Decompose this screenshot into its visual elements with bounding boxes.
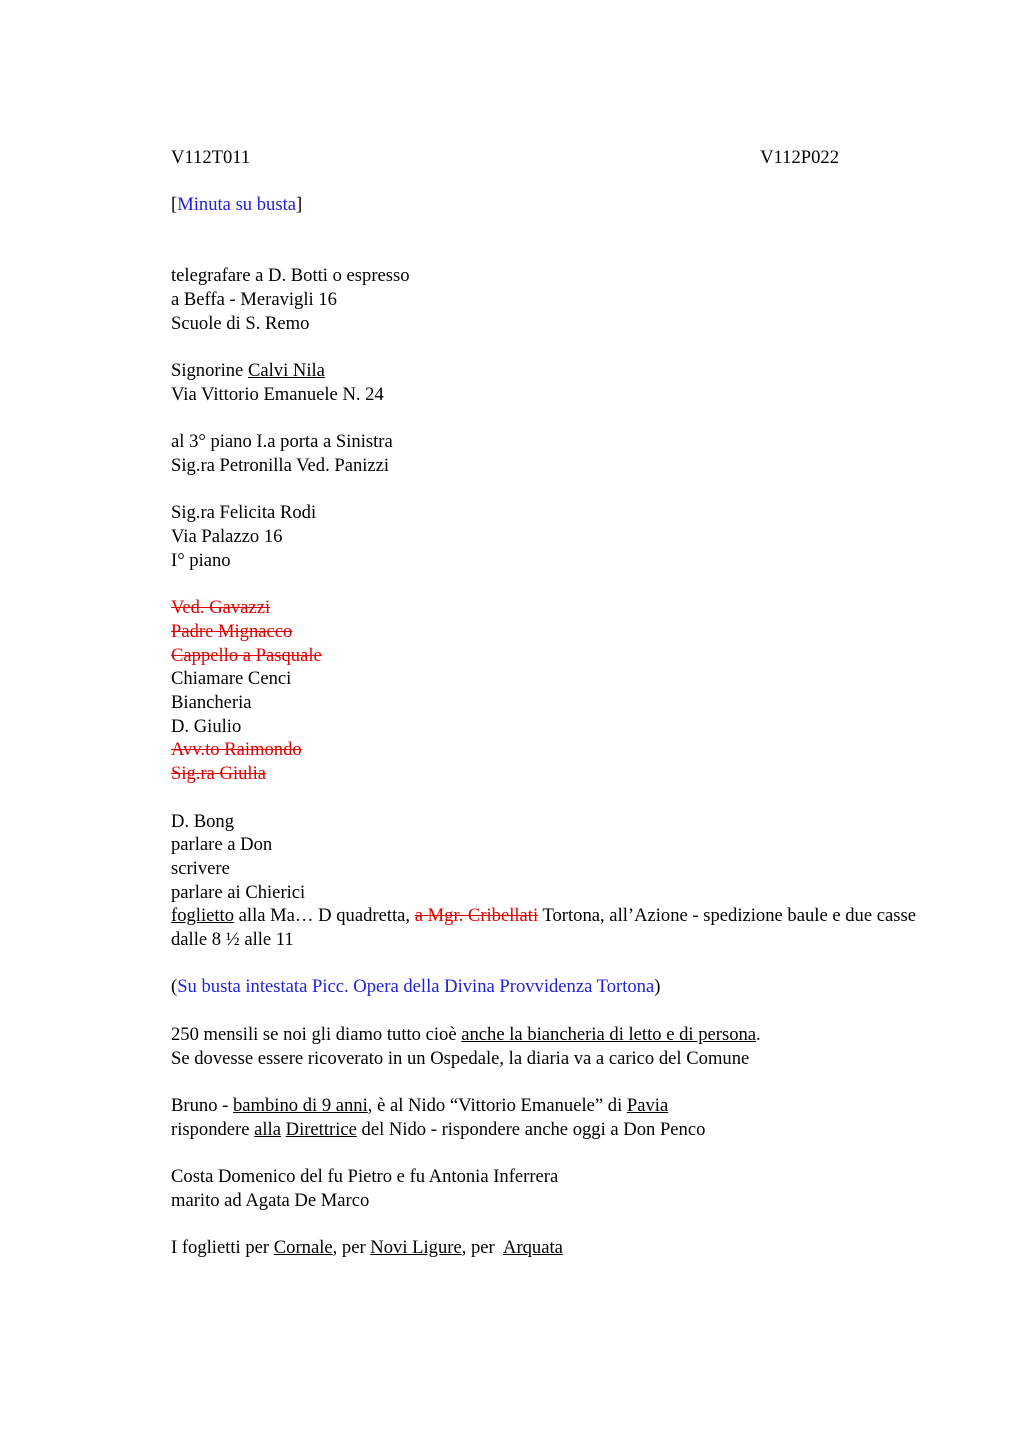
- text-line: scrivere: [171, 857, 230, 879]
- text-line: parlare a Don: [171, 834, 273, 856]
- text-line: Signorine Calvi Nila: [171, 360, 325, 382]
- underlined-word: Pavia: [626, 1094, 669, 1116]
- underlined-word: Direttrice: [285, 1118, 357, 1140]
- text-line: Sig.ra Petronilla Ved. Panizzi: [171, 455, 390, 477]
- document-page: [171, 146, 951, 1260]
- text-line: marito ad Agata De Marco: [171, 1189, 370, 1211]
- struck-line: Cappello a Pasquale: [171, 644, 322, 666]
- struck-phrase: a Mgr. Cribellati: [414, 905, 539, 927]
- document-header: [171, 146, 839, 170]
- text-line: I foglietti per Cornale, per Novi Ligure, per Arquata: [171, 1237, 563, 1259]
- editorial-note-letterhead: (Su busta intestata Picc. Opera della Divina Provvidenza Tortona): [171, 976, 661, 998]
- text-line: Via Vittorio Emanuele N. 24: [171, 383, 384, 405]
- text-line: a Beffa - Meravigli 16: [171, 289, 337, 311]
- underlined-word: Arquata: [503, 1237, 563, 1259]
- text-line: D. Giulio: [171, 715, 242, 737]
- underlined-phrase: bambino di 9 anni: [232, 1094, 368, 1116]
- text-line: I° piano: [171, 549, 231, 571]
- underlined-word: alla: [254, 1118, 281, 1140]
- underlined-phrase: anche la biancheria di letto e di persona: [461, 1023, 757, 1045]
- struck-line: Avv.to Raimondo: [171, 739, 302, 761]
- text-line: parlare ai Chierici: [171, 881, 306, 903]
- struck-line: Ved. Gavazzi: [171, 597, 271, 619]
- text-line: Se dovesse essere ricoverato in un Ospedale, la diaria va a carico del Comune: [171, 1047, 750, 1069]
- text-line: 250 mensili se noi gli diamo tutto cioè anche la biancheria di letto e di persona.: [171, 1023, 761, 1045]
- underlined-word: Novi Ligure: [370, 1237, 462, 1259]
- text-line: Scuole di S. Remo: [171, 312, 310, 334]
- struck-line: Sig.ra Giulia: [171, 763, 267, 785]
- text-line: D. Bong: [171, 810, 235, 832]
- text-line: Chiamare Cenci: [171, 668, 292, 690]
- underlined-word: foglietto: [171, 905, 234, 927]
- text-line: Sig.ra Felicita Rodi: [171, 502, 317, 524]
- text-line: telegrafare a D. Botti o espresso: [171, 265, 410, 287]
- right-code: V112P022: [760, 147, 839, 168]
- struck-line: Padre Mignacco: [171, 620, 293, 642]
- left-code: V112T011: [171, 147, 251, 168]
- text-line: Biancheria: [171, 692, 252, 714]
- editorial-note-envelope: [Minuta su busta]: [171, 194, 303, 216]
- note-text: Minuta su busta: [177, 194, 296, 216]
- text-line: Via Palazzo 16: [171, 526, 283, 548]
- underlined-name: Calvi Nila: [247, 360, 325, 382]
- text-paragraph: foglietto alla Ma… D quadretta, a Mgr. Cribellati Tortona, all’Azione - spedizione baule e due casse dalle 8 ½ alle 11: [171, 905, 916, 951]
- underlined-word: Cornale: [273, 1237, 333, 1259]
- text-line: Costa Domenico del fu Pietro e fu Antonia Inferrera: [171, 1166, 559, 1188]
- text-line: al 3° piano I.a porta a Sinistra: [171, 431, 393, 453]
- note-text: Su busta intestata Picc. Opera della Divina Provvidenza Tortona: [177, 976, 655, 998]
- text-line: Bruno - bambino di 9 anni, è al Nido “Vittorio Emanuele” di Pavia: [171, 1094, 669, 1116]
- text-line: rispondere alla Direttrice del Nido - rispondere anche oggi a Don Penco: [171, 1118, 706, 1140]
